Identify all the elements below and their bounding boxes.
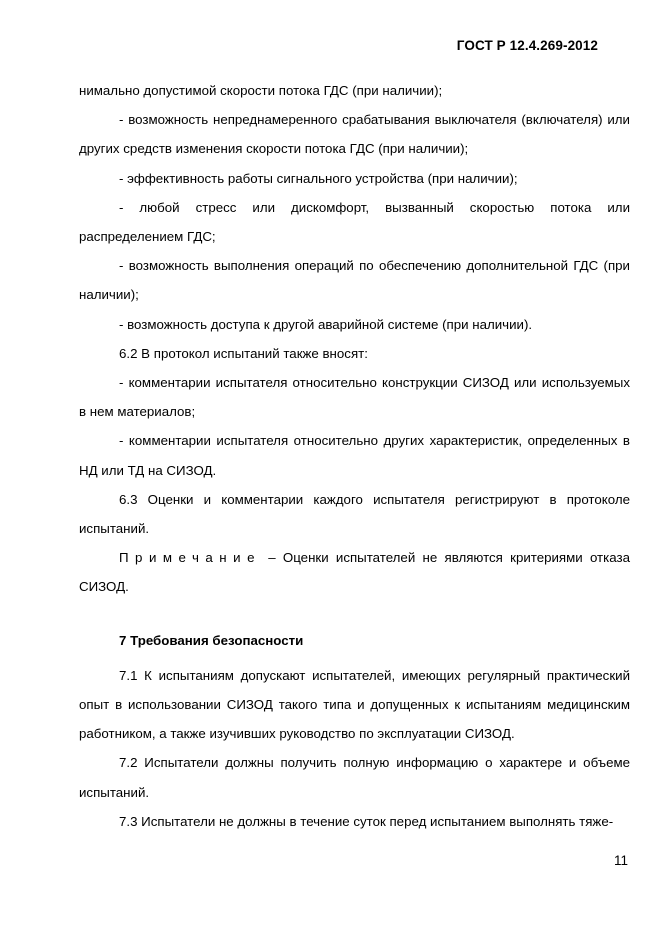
paragraph-3: - эффективность работы сигнального устройства (при наличии); [119, 170, 518, 186]
paragraph-10: 6.3 Оценки и комментарии каждого испытателя регистрируют в протоколе испытаний. [79, 491, 630, 537]
paragraph-6: - возможность доступа к другой аварийной системе (при наличии). [119, 316, 533, 332]
section-7-title: 7 Требования безопасности [119, 632, 304, 648]
paragraph-1: нимально допустимой скорости потока ГДС (при наличии); [79, 83, 443, 98]
note-label: Примечание [119, 550, 261, 566]
paragraph-8: - комментарии испытателя относительно конструкции СИЗОД или используемых в нем материалов; [79, 375, 630, 420]
section-7-paragraph-3: 7.3 Испытатели не должны в течение суток перед испытанием выполнять тяже- [119, 813, 614, 829]
paragraph-7: 6.2 В протокол испытаний также вносят: [119, 345, 368, 361]
document-code: ГОСТ Р 12.4.269-2012 [456, 38, 598, 53]
page-number: 11 [613, 853, 628, 868]
note-text: – Оценки испытателей не являются критериями отказа СИЗОД. [79, 550, 630, 595]
section-7-paragraph-2: 7.2 Испытатели должны получить полную информацию о характере и объеме испытаний. [79, 755, 630, 800]
page-body [79, 76, 630, 836]
paragraph-5: - возможность выполнения операций по обеспечению дополнительной ГДС (при наличии); [79, 258, 630, 303]
section-7-paragraph-1: 7.1 К испытаниям допускают испытателей, имеющих регулярный практический опыт в использовании СИЗОД такого типа и допущенных к испытаниям медицинским работником, а также изучивших руководство по эксплуатации СИЗОД. [79, 667, 630, 742]
paragraph-9: - комментарии испытателя относительно других характеристик, определенных в НД или ТД на СИЗОД. [79, 433, 630, 478]
note [79, 543, 630, 601]
paragraph-2: - возможность непреднамеренного срабатывания выключателя (включателя) или других средств изменения скорости потока ГДС (при наличии); [79, 112, 630, 157]
paragraph-4: - любой стресс или дискомфорт, вызванный скоростью потока или распределением ГДС; [79, 199, 630, 245]
